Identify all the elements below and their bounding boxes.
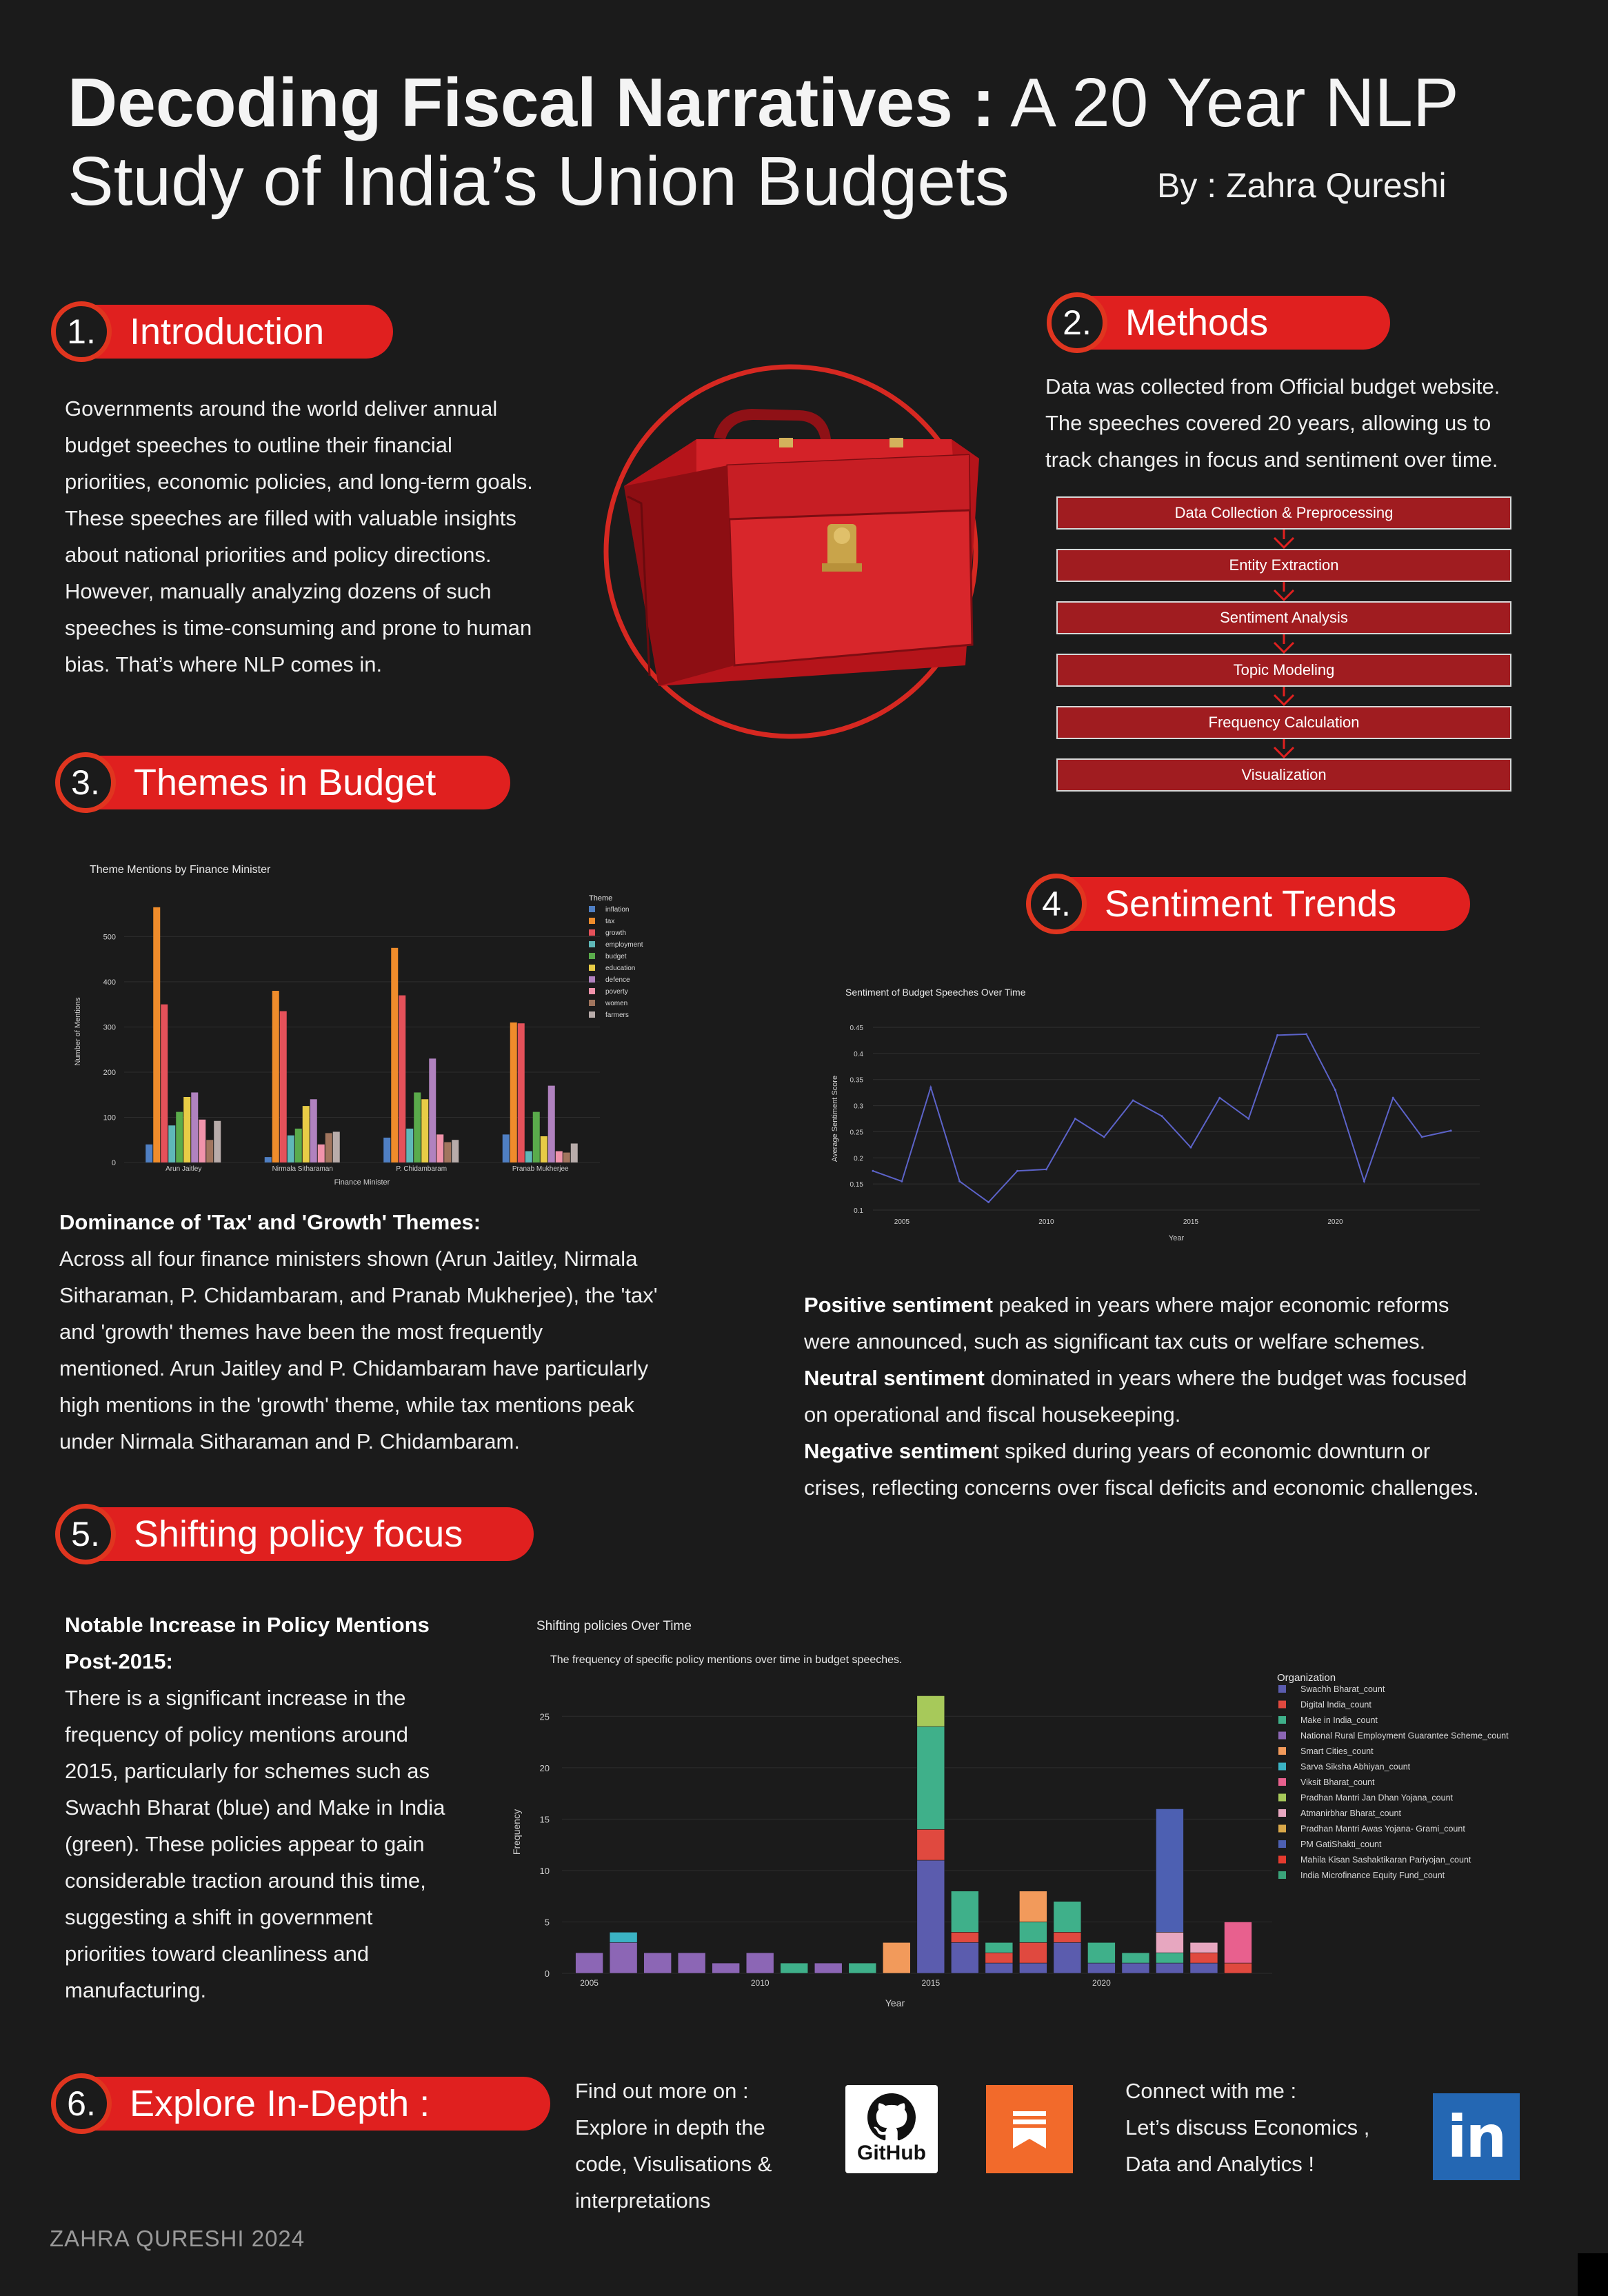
x-tick-label: 2010 (750, 1978, 770, 1988)
flow-arrow-icon (1056, 530, 1514, 549)
intro-line: bias. That’s where NLP comes in. (65, 652, 383, 676)
legend-swatch (589, 988, 595, 994)
stacked-bar-segment (1087, 1942, 1115, 1963)
legend-entry: Sarva Siksha Abhiyan_count (1300, 1762, 1411, 1772)
chart-title: Sentiment of Budget Speeches Over Time (845, 987, 1026, 998)
policy-heading: Post-2015: (65, 1649, 173, 1673)
data-point (1074, 1118, 1076, 1120)
stacked-bar-segment (1019, 1891, 1047, 1922)
bar (318, 1145, 325, 1162)
sentiment-neutral-line (804, 1360, 1590, 1396)
bar (333, 1131, 340, 1162)
legend-entry: Pradhan Mantri Awas Yojana- Grami_count (1300, 1824, 1465, 1834)
legend-swatch (1278, 1732, 1286, 1740)
methods-flowchart (1056, 496, 1514, 792)
legend-title: Theme (589, 894, 613, 903)
stacked-bar-segment (1190, 1953, 1218, 1963)
data-point (929, 1087, 932, 1089)
flow-step-data-collection: Data Collection & Preprocessing (1056, 496, 1511, 530)
sentiment-text-part: dominated in years where the budget was focused (984, 1366, 1467, 1390)
bar (406, 1129, 413, 1162)
bar (571, 1143, 578, 1162)
x-axis-label: Year (1168, 1234, 1185, 1242)
find-line: Explore in depth the (575, 2115, 765, 2139)
bookmark-stack-icon (1007, 2107, 1052, 2151)
policy-line: manufacturing. (65, 1978, 207, 2002)
stacked-bar-segment (917, 1695, 945, 1726)
policy-line: 2015, particularly for schemes such as (65, 1759, 430, 1783)
legend-swatch (589, 1000, 595, 1006)
legend-entry: India Microfinance Equity Fund_count (1300, 1871, 1445, 1880)
bar (436, 1134, 443, 1162)
themes-text (59, 1204, 721, 1460)
find-line: code, Visulisations & (575, 2152, 772, 2176)
x-tick-label: 2010 (1038, 1218, 1054, 1226)
y-tick-label: 0.3 (854, 1102, 863, 1111)
stacked-bar-segment (985, 1942, 1013, 1953)
connect-line: Connect with me : (1125, 2079, 1297, 2103)
x-tick-label: P. Chidambaram (396, 1165, 448, 1173)
bar (510, 1023, 517, 1162)
data-point (901, 1180, 903, 1182)
stacked-bar-segment (917, 1829, 945, 1860)
policy-focus-chart (510, 1613, 1586, 2006)
legend-swatch (589, 906, 595, 912)
bar (541, 1136, 547, 1162)
bar (399, 996, 405, 1162)
bar (525, 1151, 532, 1162)
themes-line: Across all four finance ministers shown (Arun Jaitley, Nirmala (59, 1247, 638, 1271)
github-icon (867, 2093, 916, 2142)
methods-line: Data was collected from Official budget website. (1045, 374, 1500, 399)
stacked-bar-segment (1224, 1922, 1252, 1963)
bar (563, 1153, 570, 1162)
bar (391, 948, 398, 1162)
sentiment-negative-line (804, 1433, 1590, 1469)
bar (414, 1092, 421, 1162)
bar (556, 1151, 563, 1162)
legend-swatch (589, 965, 595, 971)
themes-line: Sitharaman, P. Chidambaram, and Pranab Mukherjee), the 'tax' (59, 1283, 658, 1307)
stacked-bar-segment (951, 1891, 978, 1933)
legend-entry: women (605, 1000, 628, 1007)
flow-arrow-icon (1056, 687, 1514, 706)
legend-swatch (589, 941, 595, 947)
stacked-bar-segment (985, 1963, 1013, 1973)
section-header-introduction (51, 303, 393, 360)
bar (280, 1011, 287, 1162)
data-point (1305, 1033, 1307, 1035)
bar (265, 1157, 272, 1162)
data-point (1016, 1170, 1018, 1172)
y-tick-label: 5 (544, 1917, 550, 1928)
legend-swatch (1278, 1809, 1286, 1817)
flow-step-visualization: Visualization (1056, 758, 1511, 792)
footer-credit: ZAHRA QURESHI 2024 (50, 2226, 305, 2251)
y-tick-label: 0.35 (850, 1076, 863, 1085)
legend-swatch (1278, 1747, 1286, 1755)
stacked-bar-segment (1224, 1963, 1252, 1973)
x-axis-label: Finance Minister (334, 1178, 390, 1187)
chart-title: Theme Mentions by Finance Minister (90, 864, 271, 876)
flow-arrow-icon (1056, 634, 1514, 654)
sentiment-line: crises, reflecting concerns over fiscal deficits and economic challenges. (804, 1476, 1479, 1500)
policy-line: suggesting a shift in government (65, 1905, 373, 1929)
legend-swatch (1278, 1778, 1286, 1786)
y-tick-label: 0.45 (850, 1025, 863, 1032)
stacked-bar-segment (644, 1953, 672, 1973)
legend-swatch (1278, 1701, 1286, 1709)
legend-entry: budget (605, 953, 627, 960)
sentiment-line (873, 1034, 1451, 1202)
y-tick-label: 0 (111, 1159, 116, 1167)
methods-line: track changes in focus and sentiment over time. (1045, 447, 1498, 472)
legend-swatch (589, 1011, 595, 1018)
bar (183, 1097, 190, 1162)
y-tick-label: 500 (103, 933, 116, 942)
stacked-bar-segment (814, 1963, 842, 1973)
stacked-bar-segment (1019, 1963, 1047, 1973)
find-line: Find out more on : (575, 2079, 749, 2103)
data-point (872, 1170, 874, 1172)
themes-line: under Nirmala Sitharaman and P. Chidambaram. (59, 1429, 520, 1453)
legend-entry: growth (605, 929, 627, 937)
data-point (1103, 1136, 1105, 1138)
bar (452, 1140, 459, 1162)
stacked-bar-segment (985, 1953, 1013, 1963)
connect-text (1125, 2073, 1415, 2182)
y-tick-label: 300 (103, 1023, 116, 1032)
y-tick-label: 0.2 (854, 1155, 863, 1163)
stacked-bar-segment (1156, 1809, 1183, 1932)
section-header-methods (1047, 294, 1390, 351)
intro-line: speeches is time-consuming and prone to human (65, 616, 532, 640)
stacked-bar-segment (746, 1953, 774, 1973)
intro-line: Governments around the world deliver annual (65, 396, 498, 421)
stacked-bar-segment (1156, 1932, 1183, 1953)
methods-line: The speeches covered 20 years, allowing us to (1045, 411, 1491, 435)
x-tick-label: 2005 (580, 1978, 599, 1988)
stacked-bar-segment (1019, 1922, 1047, 1942)
stacked-bar-segment (576, 1953, 603, 1973)
legend-entry: inflation (605, 906, 630, 914)
x-tick-label: 2020 (1092, 1978, 1111, 1988)
bar (199, 1120, 205, 1162)
y-axis-label: Number of Mentions (74, 997, 82, 1066)
stacked-bar-segment (678, 1953, 705, 1973)
stacked-bar-segment (1087, 1963, 1115, 1973)
legend-entry: Atmanirbhar Bharat_count (1300, 1809, 1401, 1818)
bar (176, 1112, 183, 1162)
stacked-bar-segment (883, 1942, 910, 1973)
chart-title: Shifting policies Over Time (536, 1619, 692, 1633)
x-tick-label: 2015 (921, 1978, 941, 1988)
sentiment-positive-label: Positive sentiment (804, 1293, 993, 1317)
y-tick-label: 25 (539, 1711, 550, 1722)
stacked-bar-segment (1054, 1942, 1081, 1973)
bar (288, 1136, 294, 1162)
legend-swatch (1278, 1856, 1286, 1864)
y-tick-label: 0.25 (850, 1129, 863, 1137)
flow-arrow-icon (1056, 582, 1514, 601)
find-out-more-text (575, 2073, 810, 2219)
legend-title: Organization (1277, 1672, 1336, 1684)
data-point (987, 1201, 989, 1203)
sentiment-neutral-label: Neutral sentiment (804, 1366, 985, 1390)
stacked-bar-segment (1122, 1963, 1149, 1973)
bar (421, 1099, 428, 1162)
y-tick-label: 0.4 (854, 1050, 863, 1058)
policy-line: Swachh Bharat (blue) and Make in India (65, 1795, 445, 1820)
themes-line: and 'growth' themes have been the most frequently (59, 1320, 543, 1344)
x-axis-label: Year (885, 1997, 905, 2006)
bar (206, 1140, 213, 1162)
bar (444, 1142, 451, 1162)
stacked-bar-segment (849, 1963, 876, 1973)
intro-line: priorities, economic policies, and long-term goals. (65, 470, 533, 494)
section-header-sentiment (1026, 876, 1470, 932)
stacked-bar-segment (1156, 1953, 1183, 1963)
section-number: 5. (55, 1504, 116, 1564)
title-bold-part: Decoding Fiscal Narratives : (68, 64, 995, 141)
x-tick-label: 2015 (1183, 1218, 1199, 1226)
y-tick-label: 100 (103, 1114, 116, 1122)
legend-entry: Mahila Kisan Sashaktikaran Pariyojan_count (1300, 1855, 1471, 1865)
stacked-bar-segment (610, 1932, 637, 1942)
stacked-bar-segment (1054, 1902, 1081, 1933)
section-title: Shifting policy focus (95, 1507, 534, 1561)
bar (503, 1134, 510, 1162)
y-tick-label: 20 (539, 1762, 550, 1773)
legend-swatch (589, 976, 595, 983)
sentiment-trend-chart (818, 979, 1514, 1251)
sentiment-line: were announced, such as significant tax cuts or welfare schemes. (804, 1329, 1426, 1353)
legend-swatch (1278, 1840, 1286, 1848)
x-tick-label: 2020 (1327, 1218, 1343, 1226)
sentiment-line: on operational and fiscal housekeeping. (804, 1402, 1181, 1427)
title-rest-part: A 20 Year NLP (994, 64, 1459, 141)
intro-line: about national priorities and policy directions. (65, 543, 492, 567)
budget-briefcase-image (593, 362, 986, 741)
github-label: GitHub (857, 2142, 926, 2164)
legend-entry: Swachh Bharat_count (1300, 1684, 1385, 1694)
portfolio-link[interactable] (986, 2085, 1073, 2173)
legend-swatch (589, 918, 595, 924)
flow-step-entity-extraction: Entity Extraction (1056, 549, 1511, 582)
legend-entry: defence (605, 976, 630, 984)
bar (145, 1145, 152, 1162)
y-tick-label: 15 (539, 1814, 550, 1825)
legend-entry: Smart Cities_count (1300, 1746, 1374, 1756)
legend-swatch (589, 929, 595, 936)
y-tick-label: 0.15 (850, 1181, 863, 1189)
section-title: Themes in Budget (95, 756, 510, 809)
flow-step-topic-modeling: Topic Modeling (1056, 654, 1511, 687)
x-tick-label: 2005 (894, 1218, 910, 1226)
data-point (958, 1180, 961, 1182)
y-tick-label: 400 (103, 978, 116, 987)
theme-mentions-chart (66, 855, 694, 1200)
section-header-themes (55, 754, 510, 811)
bar (325, 1133, 332, 1162)
bar (533, 1112, 540, 1162)
title-line-2: Study of India’s Union Budgets (68, 143, 1009, 220)
flow-arrow-icon (1056, 739, 1514, 758)
y-tick-label: 0.1 (854, 1207, 863, 1215)
data-point (1276, 1034, 1278, 1036)
legend-entry: education (605, 965, 636, 972)
intro-line: These speeches are filled with valuable insights (65, 506, 516, 530)
linkedin-icon: in (1447, 2103, 1506, 2171)
stacked-bar-segment (1054, 1932, 1081, 1942)
legend-swatch (1278, 1763, 1286, 1771)
policy-heading: Notable Increase in Policy Mentions (65, 1613, 430, 1637)
legend-entry: PM GatiShakti_count (1300, 1840, 1382, 1849)
y-tick-label: 200 (103, 1068, 116, 1077)
y-tick-label: 0 (544, 1968, 550, 1979)
data-point (1218, 1097, 1220, 1099)
stacked-bar-segment (917, 1726, 945, 1829)
sentiment-text-part: t spiked during years of economic downturn or (992, 1439, 1431, 1463)
github-link[interactable] (845, 2085, 938, 2173)
sentiment-text-part: peaked in years where major economic reforms (992, 1293, 1449, 1317)
x-tick-label: Nirmala Sitharaman (272, 1165, 333, 1173)
legend-entry: employment (605, 941, 643, 949)
flow-step-sentiment-analysis: Sentiment Analysis (1056, 601, 1511, 634)
legend-entry: tax (605, 918, 615, 925)
legend-swatch (589, 953, 595, 959)
bar (548, 1086, 555, 1162)
data-point (1045, 1168, 1047, 1170)
stacked-bar-segment (1190, 1963, 1218, 1973)
section-title: Sentiment Trends (1066, 877, 1470, 931)
bar (295, 1129, 302, 1162)
legend-entry: farmers (605, 1011, 629, 1019)
legend-entry: Make in India_count (1300, 1715, 1378, 1725)
bar (383, 1138, 390, 1162)
x-tick-label: Arun Jaitley (165, 1165, 202, 1173)
section-title: Introduction (91, 305, 393, 359)
stacked-bar-segment (1190, 1942, 1218, 1953)
stacked-bar-segment (781, 1963, 808, 1973)
bar (272, 991, 279, 1162)
stacked-bar-segment (917, 1860, 945, 1973)
data-point (1161, 1115, 1163, 1117)
connect-line: Let’s discuss Economics , (1125, 2115, 1370, 2139)
stacked-bar-segment (1156, 1963, 1183, 1973)
stacked-bar-segment (951, 1932, 978, 1942)
themes-heading: Dominance of 'Tax' and 'Growth' Themes: (59, 1210, 481, 1234)
policy-line: (green). These policies appear to gain (65, 1832, 425, 1856)
section-header-policy (55, 1506, 534, 1562)
data-point (1392, 1097, 1394, 1099)
y-axis-label: Frequency (511, 1809, 522, 1855)
data-point (1421, 1136, 1423, 1138)
flow-step-frequency-calculation: Frequency Calculation (1056, 706, 1511, 739)
bar (214, 1121, 221, 1162)
bar (161, 1005, 168, 1162)
data-point (1363, 1180, 1365, 1182)
intro-line: However, manually analyzing dozens of such (65, 579, 492, 603)
section-number: 4. (1026, 874, 1087, 934)
chart-subtitle: The frequency of specific policy mentions over time in budget speeches. (550, 1654, 903, 1666)
linkedin-link[interactable] (1433, 2093, 1520, 2180)
legend-swatch (1278, 1825, 1286, 1833)
section-number: 3. (55, 752, 116, 813)
section-number: 1. (51, 301, 112, 362)
data-point (1189, 1147, 1192, 1149)
bar (168, 1125, 175, 1162)
stacked-bar-segment (951, 1942, 978, 1973)
bar (153, 907, 160, 1162)
stacked-bar-segment (1019, 1942, 1047, 1963)
legend-swatch (1278, 1871, 1286, 1879)
legend-entry: Pradhan Mantri Jan Dhan Yojana_count (1300, 1793, 1453, 1803)
legend-entry: Viksit Bharat_count (1300, 1778, 1375, 1787)
x-tick-label: Pranab Mukherjee (512, 1165, 569, 1173)
legend-swatch (1278, 1794, 1286, 1802)
find-line: interpretations (575, 2188, 711, 2213)
sentiment-positive-line (804, 1287, 1590, 1323)
corner-block (1578, 2253, 1608, 2296)
bar (310, 1099, 317, 1162)
section-header-explore (51, 2075, 550, 2132)
themes-line: mentioned. Arun Jaitley and P. Chidambaram have particularly (59, 1356, 649, 1380)
policy-line: frequency of policy mentions around (65, 1722, 409, 1746)
intro-line: budget speeches to outline their financial (65, 433, 452, 457)
legend-entry: National Rural Employment Guarantee Scheme_count (1300, 1731, 1509, 1741)
policy-text (65, 1607, 506, 2008)
y-axis-label: Average Sentiment Score (831, 1075, 839, 1162)
policy-line: There is a significant increase in the (65, 1686, 406, 1710)
legend-entry: Digital India_count (1300, 1700, 1371, 1710)
section-number: 2. (1047, 292, 1107, 353)
stacked-bar-segment (712, 1963, 740, 1973)
data-point (1334, 1089, 1336, 1091)
connect-line: Data and Analytics ! (1125, 2152, 1314, 2176)
legend-swatch (1278, 1716, 1286, 1724)
stacked-bar-segment (610, 1942, 637, 1973)
bar (429, 1058, 436, 1162)
y-tick-label: 10 (539, 1865, 550, 1876)
methods-text (1045, 368, 1590, 478)
section-title: Methods (1087, 296, 1390, 350)
policy-line: priorities toward cleanliness and (65, 1942, 370, 1966)
stacked-bar-segment (1122, 1953, 1149, 1963)
sentiment-text (804, 1287, 1590, 1506)
data-point (1450, 1129, 1452, 1131)
bar (303, 1106, 310, 1162)
bar (518, 1023, 525, 1162)
data-point (1132, 1100, 1134, 1102)
introduction-text (65, 390, 603, 683)
author-byline: By : Zahra Qureshi (1157, 166, 1447, 205)
themes-line: high mentions in the 'growth' theme, while tax mentions peak (59, 1393, 634, 1417)
section-number: 6. (51, 2073, 112, 2134)
policy-line: considerable traction around this time, (65, 1869, 426, 1893)
bar (191, 1092, 198, 1162)
section-title: Explore In-Depth : (91, 2077, 550, 2131)
legend-swatch (1278, 1685, 1286, 1693)
sentiment-negative-label: Negative sentimen (804, 1439, 993, 1463)
data-point (1247, 1118, 1249, 1120)
legend-entry: poverty (605, 988, 628, 996)
